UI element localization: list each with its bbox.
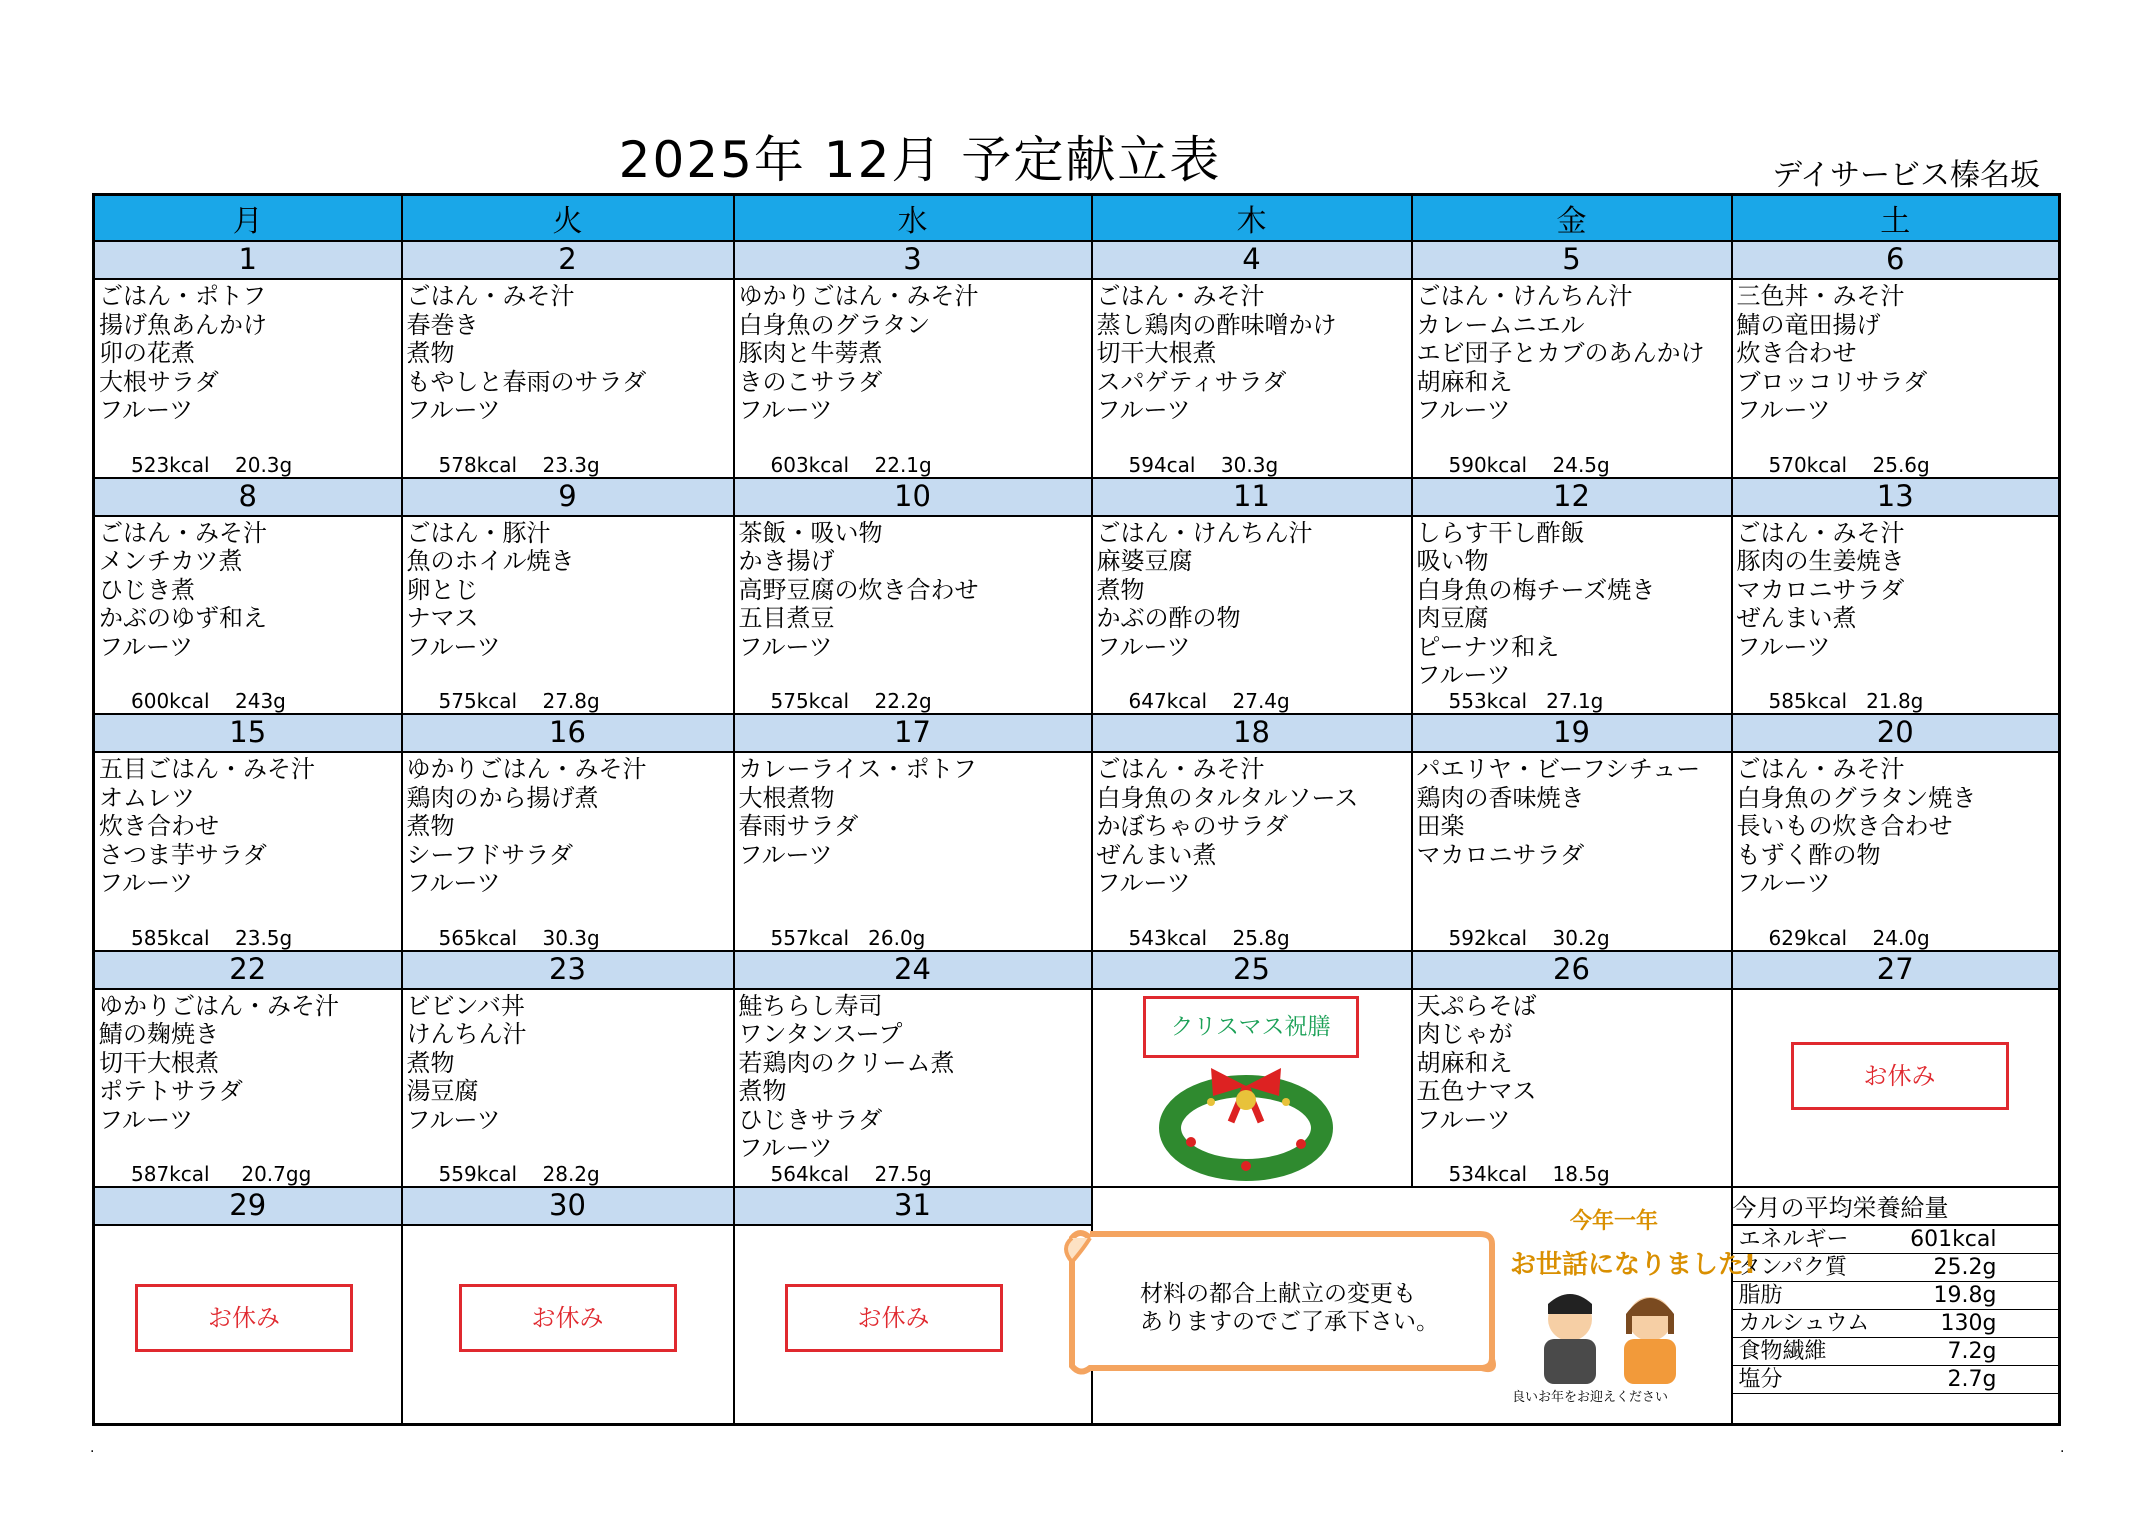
menu-item: 煮物	[406, 812, 455, 841]
menu-items	[95, 990, 401, 1135]
menu-item: ピーナツ和え	[1416, 632, 1560, 661]
menu-items	[95, 753, 401, 898]
menu-item: カレームニエル	[1416, 310, 1585, 339]
menu-item: フルーツ	[1096, 869, 1191, 898]
menu-item: 白身魚のタルタルソース	[1096, 783, 1359, 812]
wreath-icon	[1151, 1062, 1341, 1182]
closed-label: お休み	[785, 1284, 1003, 1352]
menu-item: ナマス	[406, 604, 479, 633]
day-cell	[1092, 279, 1412, 477]
menu-items	[1413, 990, 1731, 1135]
date-cell: 17	[734, 714, 1092, 752]
date-cell: 9	[402, 478, 734, 516]
menu-item: フルーツ	[1096, 396, 1191, 425]
menu-item: 胡麻和え	[1416, 367, 1513, 396]
nutrition-value: 565kcal 30.3g	[438, 925, 600, 950]
menu-items	[1733, 517, 2059, 662]
nutrition-value: 590kcal 24.5g	[1448, 452, 1610, 477]
menu-item: ごはん・みそ汁	[406, 282, 575, 311]
date-cell: 27	[1732, 951, 2060, 989]
nutrient-label: カルシュウム	[1738, 1311, 1870, 1337]
menu-item: 切干大根煮	[1096, 339, 1217, 368]
day-cell	[1092, 989, 1412, 1187]
day-cell	[402, 516, 734, 714]
day-cell	[94, 516, 402, 714]
menu-item: けんちん汁	[406, 1020, 527, 1049]
menu-item: 炊き合わせ	[1736, 339, 1857, 368]
nutrient-value: 601kcal	[1910, 1227, 1997, 1253]
day-cell	[94, 989, 402, 1187]
day-cell	[402, 1225, 734, 1424]
menu-item: フルーツ	[1416, 661, 1511, 690]
menu-item: 豚肉の生姜焼き	[1736, 547, 1905, 576]
nutrient-label: エネルギー	[1738, 1227, 1849, 1253]
menu-item: 肉豆腐	[1416, 604, 1489, 633]
day-cell	[734, 752, 1092, 950]
menu-item: フルーツ	[738, 396, 833, 425]
menu-item: フルーツ	[99, 869, 194, 898]
menu-item: 鶏肉のから揚げ煮	[406, 783, 599, 812]
menu-item: さつま芋サラダ	[99, 840, 267, 869]
menu-item: メンチカツ煮	[99, 547, 243, 576]
day-cell	[402, 989, 734, 1187]
weekday-header-row	[94, 195, 2060, 242]
average-row	[1733, 1282, 2059, 1310]
menu-row	[94, 752, 2060, 950]
menu-item: 三色丼・みそ汁	[1736, 282, 1905, 311]
average-nutrition-heading: 今月の平均栄養給量	[1732, 1187, 2060, 1225]
menu-item: ゆかりごはん・みそ汁	[99, 991, 339, 1020]
menu-item: 卯の花煮	[99, 339, 195, 368]
date-cell: 5	[1412, 241, 1732, 279]
menu-item: 大根サラダ	[99, 367, 219, 396]
day-cell	[402, 279, 734, 477]
menu-row	[94, 989, 2060, 1187]
closed-label: お休み	[135, 1284, 353, 1352]
menu-item: 春雨サラダ	[738, 812, 859, 841]
nutrition-value: 543kcal 25.8g	[1128, 925, 1290, 950]
menu-item: ごはん・みそ汁	[1736, 755, 1905, 784]
menu-item: 炊き合わせ	[99, 812, 219, 841]
menu-item: ワンタンスープ	[738, 1020, 903, 1049]
page-dot-right: .	[2060, 1440, 2065, 1456]
day-cell	[94, 1225, 402, 1424]
menu-item: エビ団子とカブのあんかけ	[1416, 339, 1705, 368]
closed-label: お休み	[459, 1284, 677, 1352]
date-cell: 13	[1732, 478, 2060, 516]
menu-item: オムレツ	[99, 783, 195, 812]
menu-items	[403, 280, 733, 425]
menu-item: フルーツ	[99, 632, 194, 661]
menu-item: 五目煮豆	[738, 604, 835, 633]
menu-item: カレーライス・ポトフ	[738, 755, 977, 784]
date-cell: 20	[1732, 714, 2060, 752]
menu-item: かぶのゆず和え	[99, 604, 267, 633]
menu-item: ゆかりごはん・みそ汁	[738, 282, 979, 311]
nutrition-value: 575kcal 27.8g	[438, 689, 600, 714]
nutrient-label: 塩分	[1738, 1367, 1783, 1393]
menu-item: 白身魚のグラタン	[738, 310, 931, 339]
nutrition-value: 600kcal 243g	[131, 689, 286, 714]
date-cell: 3	[734, 241, 1092, 279]
menu-item: もずく酢の物	[1736, 840, 1881, 869]
notice-line: ありますのでご了承下さい。	[1140, 1309, 1439, 1335]
menu-item: ごはん・けんちん汁	[1096, 518, 1313, 547]
weekday-2: 水	[734, 195, 1092, 242]
greeting-line-1: 今年一年	[1570, 1209, 1659, 1234]
menu-item: 白身魚のグラタン焼き	[1736, 783, 1977, 812]
menu-item: フルーツ	[738, 632, 833, 661]
date-cell: 19	[1412, 714, 1732, 752]
menu-item: マカロニサラダ	[1416, 840, 1585, 869]
menu-items	[403, 517, 733, 662]
notice-text	[1140, 1280, 1460, 1336]
day-cell	[1732, 989, 2060, 1187]
menu-item: 五目ごはん・みそ汁	[99, 755, 315, 784]
menu-items	[1413, 753, 1731, 869]
menu-item: 茶飯・吸い物	[738, 518, 883, 547]
menu-item: フルーツ	[406, 1105, 501, 1134]
menu-item: 煮物	[406, 339, 455, 368]
menu-item: 吸い物	[1416, 547, 1489, 576]
menu-item: 肉じゃが	[1416, 1020, 1513, 1049]
day-cell	[1412, 279, 1732, 477]
menu-item: 大根煮物	[738, 783, 835, 812]
date-cell: 26	[1412, 951, 1732, 989]
nutrition-value: 559kcal 28.2g	[438, 1162, 600, 1187]
menu-item: 鶏肉の香味焼き	[1416, 783, 1585, 812]
menu-items	[735, 517, 1091, 662]
menu-item: フルーツ	[406, 869, 501, 898]
menu-item: ごはん・豚汁	[406, 518, 551, 547]
menu-items	[735, 280, 1091, 425]
date-cell: 29	[94, 1187, 402, 1225]
average-row	[1733, 1310, 2059, 1338]
day-cell	[734, 279, 1092, 477]
date-cell: 2	[402, 241, 734, 279]
nutrition-value: 585kcal 21.8g	[1768, 689, 1924, 714]
nutrient-label: 食物繊維	[1738, 1339, 1827, 1365]
weekday-5: 土	[1732, 195, 2060, 242]
menu-item: スパゲティサラダ	[1096, 367, 1287, 396]
average-row	[1733, 1366, 2059, 1394]
menu-row	[94, 516, 2060, 714]
date-cell: 16	[402, 714, 734, 752]
menu-item: 高野豆腐の炊き合わせ	[738, 575, 979, 604]
menu-item: ひじきサラダ	[738, 1105, 883, 1134]
menu-items	[1733, 753, 2059, 898]
nutrition-value: 557kcal 26.0g	[770, 925, 926, 950]
menu-item: フルーツ	[1096, 632, 1191, 661]
menu-item: フルーツ	[406, 396, 501, 425]
christmas-label: クリスマス祝膳	[1143, 996, 1359, 1058]
menu-item: もやしと春雨のサラダ	[406, 367, 647, 396]
menu-item: 揚げ魚あんかけ	[99, 310, 267, 339]
nutrition-value: 553kcal 27.1g	[1448, 689, 1604, 714]
menu-item: かき揚げ	[738, 547, 835, 576]
weekday-3: 木	[1092, 195, 1412, 242]
menu-item: 鯖の竜田揚げ	[1736, 310, 1881, 339]
page-dot-left: .	[90, 1440, 95, 1456]
date-cell: 24	[734, 951, 1092, 989]
nutrition-value: 534kcal 18.5g	[1448, 1162, 1610, 1187]
menu-item: 長いもの炊き合わせ	[1736, 812, 1953, 841]
menu-item: 煮物	[738, 1077, 787, 1106]
menu-item: フルーツ	[738, 1134, 833, 1163]
menu-item: 豚肉と牛蒡煮	[738, 339, 883, 368]
menu-items	[1733, 280, 2059, 425]
menu-item: フルーツ	[1736, 869, 1831, 898]
menu-item: シーフドサラダ	[406, 840, 574, 869]
date-cell: 10	[734, 478, 1092, 516]
menu-items	[1093, 753, 1411, 898]
date-cell: 11	[1092, 478, 1412, 516]
menu-item: 卵とじ	[406, 575, 479, 604]
menu-items	[1413, 280, 1731, 425]
menu-item: ぜんまい煮	[1096, 840, 1217, 869]
day-cell	[1732, 516, 2060, 714]
weekday-4: 金	[1412, 195, 1732, 242]
nutrition-value: 570kcal 25.6g	[1768, 452, 1930, 477]
menu-items	[1093, 517, 1411, 662]
menu-item: ビビンバ丼	[406, 991, 525, 1020]
page-title: 2025年 12月 予定献立表	[618, 131, 1222, 189]
day-cell	[734, 516, 1092, 714]
menu-item: ごはん・みそ汁	[1736, 518, 1905, 547]
date-cell: 1	[94, 241, 402, 279]
nutrient-value: 19.8g	[1933, 1283, 1997, 1309]
date-cell: 8	[94, 478, 402, 516]
date-cell: 31	[734, 1187, 1092, 1225]
menu-item: 麻婆豆腐	[1096, 547, 1193, 576]
greeting-line-3: 良いお年をお迎えください	[1512, 1390, 1669, 1405]
date-cell: 25	[1092, 951, 1412, 989]
menu-item: ごはん・みそ汁	[1096, 282, 1265, 311]
closed-label: お休み	[1791, 1042, 2009, 1110]
menu-item: ゆかりごはん・みそ汁	[406, 755, 647, 784]
menu-item: フルーツ	[1416, 396, 1511, 425]
menu-items	[95, 517, 401, 662]
menu-item: かぼちゃのサラダ	[1096, 812, 1289, 841]
day-cell	[1732, 752, 2060, 950]
nutrition-value: 585kcal 23.5g	[131, 925, 293, 950]
day-cell	[1732, 279, 2060, 477]
day-cell	[94, 279, 402, 477]
date-cell: 30	[402, 1187, 734, 1225]
nutrition-value: 647kcal 27.4g	[1128, 689, 1290, 714]
menu-item: ごはん・けんちん汁	[1416, 282, 1633, 311]
menu-items	[1093, 280, 1411, 425]
nutrition-value: 587kcal 20.7gg	[131, 1162, 312, 1187]
menu-items	[95, 280, 401, 425]
nutrient-value: 7.2g	[1947, 1339, 1997, 1365]
day-cell	[1092, 516, 1412, 714]
greeting-line-2: お世話になりました!	[1510, 1250, 1756, 1280]
menu-item: ごはん・みそ汁	[1096, 755, 1265, 784]
day-cell	[734, 989, 1092, 1187]
menu-item: 蒸し鶏肉の酢味噌かけ	[1096, 310, 1337, 339]
menu-item: 鯖の麹焼き	[99, 1020, 219, 1049]
menu-item: かぶの酢の物	[1096, 604, 1241, 633]
menu-item: 胡麻和え	[1416, 1048, 1513, 1077]
date-row	[94, 951, 2060, 989]
menu-item: マカロニサラダ	[1736, 575, 1905, 604]
day-cell	[1412, 752, 1732, 950]
average-nutrition-table	[1732, 1225, 2060, 1424]
menu-item: 切干大根煮	[99, 1048, 219, 1077]
nutrient-label: タンパク質	[1738, 1255, 1847, 1281]
date-cell: 18	[1092, 714, 1412, 752]
menu-item: 鮭ちらし寿司	[738, 991, 883, 1020]
date-cell: 6	[1732, 241, 2060, 279]
menu-item: 五色ナマス	[1416, 1077, 1537, 1106]
nutrition-value: 594cal 30.3g	[1128, 452, 1279, 477]
average-row	[1733, 1226, 2059, 1254]
date-cell: 23	[402, 951, 734, 989]
menu-items	[735, 753, 1091, 869]
weekday-1: 火	[402, 195, 734, 242]
menu-item: ぜんまい煮	[1736, 604, 1857, 633]
menu-item: フルーツ	[738, 840, 833, 869]
date-cell: 22	[94, 951, 402, 989]
menu-items	[1413, 517, 1731, 690]
menu-item: フルーツ	[99, 1105, 194, 1134]
menu-item: 天ぷらそば	[1416, 991, 1537, 1020]
menu-item: ひじき煮	[99, 575, 195, 604]
day-cell	[402, 752, 734, 950]
menu-item: フルーツ	[1736, 632, 1831, 661]
menu-item: 魚のホイル焼き	[406, 547, 575, 576]
menu-items	[735, 990, 1091, 1163]
date-row	[94, 478, 2060, 516]
facility-name: デイサービス榛名坂	[1772, 158, 2040, 193]
menu-item: ポテトサラダ	[99, 1077, 243, 1106]
nutrition-value: 603kcal 22.1g	[770, 452, 932, 477]
menu-item: パエリヤ・ビーフシチュー	[1416, 755, 1701, 784]
menu-item: 湯豆腐	[406, 1077, 479, 1106]
menu-items	[403, 990, 733, 1135]
day-cell	[1412, 516, 1732, 714]
date-cell: 12	[1412, 478, 1732, 516]
menu-item: 若鶏肉のクリーム煮	[738, 1048, 955, 1077]
nutrient-value: 130g	[1940, 1311, 1997, 1337]
date-row	[94, 241, 2060, 279]
menu-item: しらす干し酢飯	[1416, 518, 1585, 547]
average-row	[1733, 1338, 2059, 1366]
menu-item: 煮物	[406, 1048, 455, 1077]
menu-item: きのこサラダ	[738, 367, 883, 396]
day-cell	[1092, 752, 1412, 950]
weekday-0: 月	[94, 195, 402, 242]
menu-item: フルーツ	[1416, 1105, 1511, 1134]
menu-item: フルーツ	[99, 396, 194, 425]
nutrition-value: 592kcal 30.2g	[1448, 925, 1610, 950]
nutrition-value: 629kcal 24.0g	[1768, 925, 1930, 950]
day-cell	[94, 752, 402, 950]
date-row	[94, 714, 2060, 752]
menu-item: 煮物	[1096, 575, 1145, 604]
new-year-greeting	[1500, 1204, 1756, 1405]
nutrition-value: 523kcal 20.3g	[131, 452, 293, 477]
day-cell	[734, 1225, 1092, 1424]
average-row	[1733, 1254, 2059, 1282]
nutrient-value: 2.7g	[1947, 1367, 1997, 1393]
notice-line: 材料の都合上献立の変更も	[1140, 1281, 1416, 1307]
menu-row	[94, 279, 2060, 477]
menu-items	[403, 753, 733, 898]
menu-item: ごはん・ポトフ	[99, 282, 267, 311]
nutrition-value: 578kcal 23.3g	[438, 452, 600, 477]
nutrient-value: 25.2g	[1933, 1255, 1997, 1281]
date-cell: 15	[94, 714, 402, 752]
menu-item: ごはん・みそ汁	[99, 518, 267, 547]
date-cell: 4	[1092, 241, 1412, 279]
nutrition-value: 575kcal 22.2g	[770, 689, 932, 714]
day-cell	[1412, 989, 1732, 1187]
menu-item: 春巻き	[406, 310, 479, 339]
menu-item: フルーツ	[1736, 396, 1831, 425]
menu-item: フルーツ	[406, 632, 501, 661]
menu-item: 田楽	[1416, 812, 1465, 841]
nutrition-value: 564kcal 27.5g	[770, 1162, 932, 1187]
menu-item: 白身魚の梅チーズ焼き	[1416, 575, 1656, 604]
nutrient-label: 脂肪	[1738, 1283, 1783, 1309]
menu-item: ブロッコリサラダ	[1736, 367, 1928, 396]
